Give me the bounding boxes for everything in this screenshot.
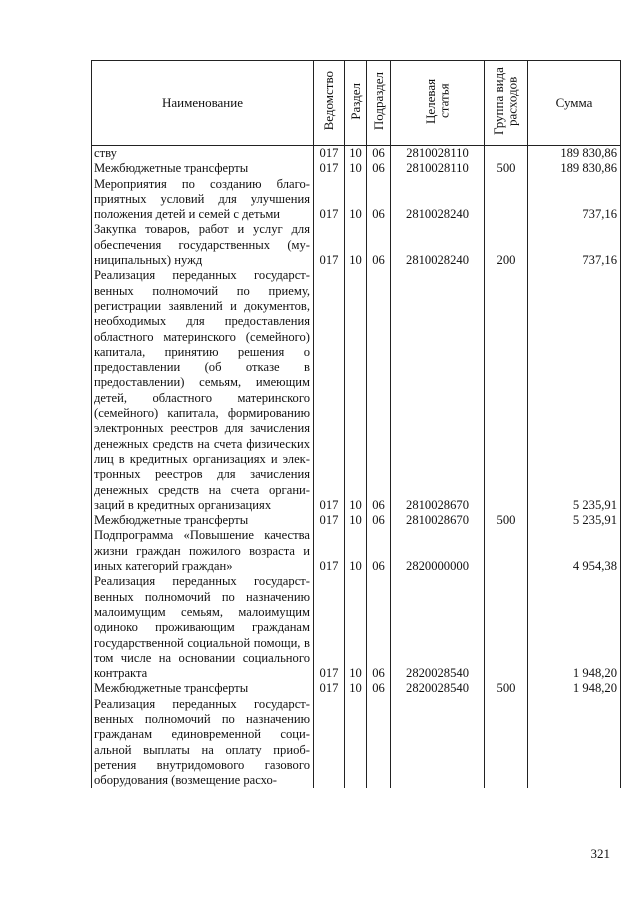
- header-gruppa-text: Группа вида расходов: [491, 67, 520, 135]
- cell-name: Межбюджетные трансферты: [92, 161, 314, 176]
- cell-razdel: 10: [345, 681, 367, 696]
- table-row: [92, 161, 621, 176]
- cell-gruppa: [485, 177, 528, 223]
- cell-vedomstvo: 017: [314, 161, 345, 176]
- header-podrazdel-text: Подраздел: [370, 71, 386, 131]
- header-summa: [528, 61, 621, 146]
- cell-vedomstvo: [314, 697, 345, 789]
- cell-name: Мероприятия по созданию благоприятных условий для улучшения положения детей и семей с детьми: [92, 177, 314, 223]
- cell-gruppa: [485, 697, 528, 789]
- cell-razdel: 10: [345, 177, 367, 223]
- cell-razdel: 10: [345, 146, 367, 162]
- table-row: [92, 681, 621, 696]
- cell-gruppa: [485, 574, 528, 681]
- cell-gruppa: [485, 268, 528, 513]
- cell-gruppa: 200: [485, 222, 528, 268]
- cell-gruppa: [485, 528, 528, 574]
- table-row: [92, 528, 621, 574]
- cell-summa: 1 948,20: [528, 681, 621, 696]
- cell-podrazdel: 06: [367, 146, 391, 162]
- cell-celevaya: 2820028540: [391, 681, 485, 696]
- cell-vedomstvo: 017: [314, 177, 345, 223]
- cell-podrazdel: 06: [367, 222, 391, 268]
- header-vedomstvo: [314, 61, 345, 146]
- header-podrazdel: [367, 61, 391, 146]
- cell-summa: 189 830,86: [528, 161, 621, 176]
- header-celevaya: [391, 61, 485, 146]
- cell-name: Закупка товаров, работ и услуг для обеспечения государственных (муниципальных) нужд: [92, 222, 314, 268]
- cell-celevaya: [391, 697, 485, 789]
- cell-celevaya: 2810028240: [391, 177, 485, 223]
- cell-name: Реализация переданных государственных полномочий по приему, регистрации заявлений и документов, необходимых для предоставления областного материнского (семейного) капитала, принятию решения о предоставлении (об отказе в предоставлении) семьям, имеющим детей, областного материнского (семейного) капитала, формированию электронных реестров для зачисления денежных средств на счета физических лиц в кредитных организациях и электронных реестров для зачисления денежных средств на счета организаций в кредитных организациях: [92, 268, 314, 513]
- cell-gruppa: [485, 146, 528, 162]
- table-row: [92, 222, 621, 268]
- cell-name: Реализация переданных государственных полномочий по назначению малоимущим семьям, малоимущим одиноко проживающим гражданам государственной социальной помощи, в том числе на основании социального контракта: [92, 574, 314, 681]
- table-row: [92, 146, 621, 162]
- cell-celevaya: 2810028110: [391, 146, 485, 162]
- cell-celevaya: 2820028540: [391, 574, 485, 681]
- cell-razdel: 10: [345, 574, 367, 681]
- header-razdel: [345, 61, 367, 146]
- header-celevaya-text: Целевая статья: [422, 78, 452, 124]
- cell-podrazdel: [367, 697, 391, 789]
- cell-vedomstvo: 017: [314, 222, 345, 268]
- page-number: 321: [590, 846, 610, 861]
- table-row: [92, 177, 621, 223]
- table-row: [92, 513, 621, 528]
- table-header-row: [92, 61, 621, 146]
- header-gruppa: [485, 61, 528, 146]
- cell-razdel: 10: [345, 161, 367, 176]
- header-vedomstvo-text: Ведомство: [321, 71, 337, 131]
- cell-summa: 737,16: [528, 177, 621, 223]
- cell-razdel: 10: [345, 528, 367, 574]
- cell-name: Реализация переданных государственных полномочий по назначению гражданам единовременной социальной выплаты на оплату приобретения внутридомового газового оборудования (возмещение расхо-: [92, 697, 314, 789]
- cell-podrazdel: 06: [367, 177, 391, 223]
- cell-gruppa: 500: [485, 681, 528, 696]
- cell-name: Межбюджетные трансферты: [92, 681, 314, 696]
- cell-summa: [528, 697, 621, 789]
- cell-celevaya: 2810028670: [391, 268, 485, 513]
- cell-summa: 189 830,86: [528, 146, 621, 162]
- cell-gruppa: 500: [485, 161, 528, 176]
- cell-gruppa: 500: [485, 513, 528, 528]
- cell-celevaya: 2810028670: [391, 513, 485, 528]
- budget-table: [91, 60, 621, 788]
- cell-razdel: 10: [345, 268, 367, 513]
- cell-summa: 5 235,91: [528, 268, 621, 513]
- cell-name: Подпрограмма «Повышение качества жизни граждан пожилого возраста и иных категорий граждан»: [92, 528, 314, 574]
- cell-podrazdel: 06: [367, 528, 391, 574]
- cell-celevaya: 2820000000: [391, 528, 485, 574]
- cell-vedomstvo: 017: [314, 574, 345, 681]
- cell-razdel: [345, 697, 367, 789]
- header-summa-text: Сумма: [555, 95, 593, 110]
- cell-summa: 4 954,38: [528, 528, 621, 574]
- cell-podrazdel: 06: [367, 681, 391, 696]
- cell-podrazdel: 06: [367, 574, 391, 681]
- cell-name: ству: [92, 146, 314, 162]
- cell-summa: 5 235,91: [528, 513, 621, 528]
- cell-vedomstvo: 017: [314, 681, 345, 696]
- cell-razdel: 10: [345, 513, 367, 528]
- cell-podrazdel: 06: [367, 268, 391, 513]
- cell-name: Межбюджетные трансферты: [92, 513, 314, 528]
- header-name-text: Наименование: [162, 95, 243, 110]
- header-name: [92, 61, 314, 146]
- cell-summa: 737,16: [528, 222, 621, 268]
- cell-vedomstvo: 017: [314, 513, 345, 528]
- cell-razdel: 10: [345, 222, 367, 268]
- table-row: [92, 697, 621, 789]
- table-row: [92, 268, 621, 513]
- header-razdel-text: Раздел: [347, 82, 363, 120]
- cell-summa: 1 948,20: [528, 574, 621, 681]
- cell-podrazdel: 06: [367, 513, 391, 528]
- cell-vedomstvo: 017: [314, 146, 345, 162]
- table-row: [92, 574, 621, 681]
- table-body: [92, 146, 621, 789]
- cell-podrazdel: 06: [367, 161, 391, 176]
- cell-celevaya: 2810028240: [391, 222, 485, 268]
- cell-vedomstvo: 017: [314, 268, 345, 513]
- cell-celevaya: 2810028110: [391, 161, 485, 176]
- cell-vedomstvo: 017: [314, 528, 345, 574]
